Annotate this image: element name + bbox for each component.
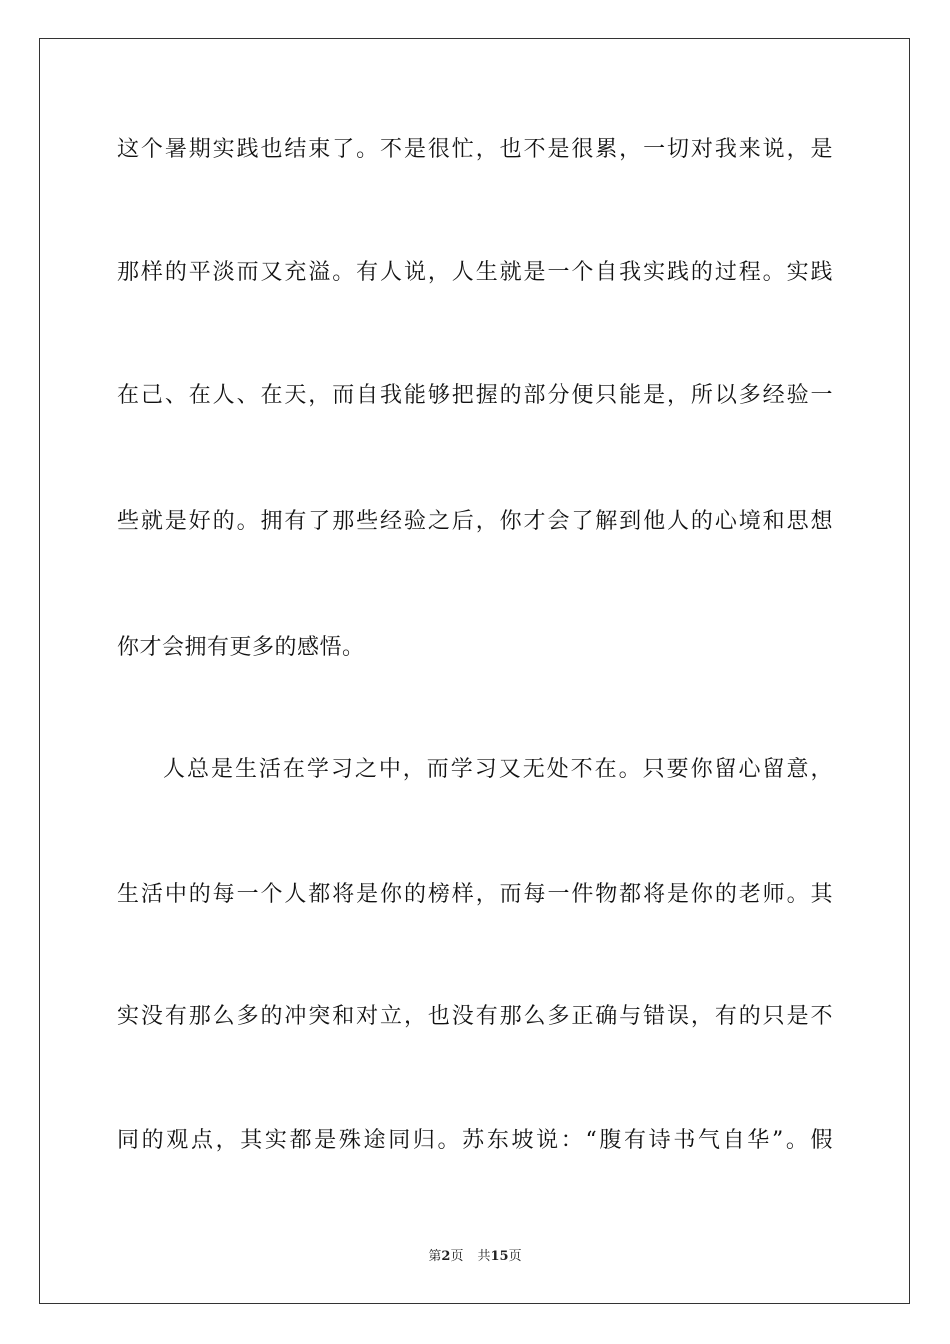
paragraph-line: 这个暑期实践也结束了。不是很忙，也不是很累，一切对我来说，是 [117, 137, 833, 162]
page-border [39, 38, 910, 1304]
paragraph-line: 你才会拥有更多的感悟。 [117, 635, 365, 660]
total-label-prefix: 共 [477, 1249, 491, 1264]
paragraph-line: 在己、在人、在天，而自我能够把握的部分便只能是，所以多经验一 [117, 383, 833, 408]
total-pages: 15 [490, 1249, 509, 1264]
paragraph-line: 那样的平淡而又充溢。有人说，人生就是一个自我实践的过程。实践 [117, 260, 833, 285]
page-label-prefix: 第 [428, 1249, 442, 1264]
page-number: 2 [441, 1249, 451, 1264]
paragraph-line: 同的观点，其实都是殊途同归。苏东坡说：“腹有诗书气自华”。假 [117, 1128, 833, 1153]
page-footer [0, 1248, 950, 1266]
paragraph-line: 实没有那么多的冲突和对立，也没有那么多正确与错误，有的只是不 [117, 1004, 833, 1029]
paragraph-line: 些就是好的。拥有了那些经验之后，你才会了解到他人的心境和思想 [117, 509, 833, 534]
paragraph-line: 生活中的每一个人都将是你的榜样，而每一件物都将是你的老师。其 [117, 882, 833, 907]
total-label-suffix: 页 [508, 1249, 522, 1264]
page-label-suffix: 页 [450, 1249, 464, 1264]
paragraph-line: 人总是生活在学习之中，而学习又无处不在。只要你留心留意， [163, 757, 833, 782]
